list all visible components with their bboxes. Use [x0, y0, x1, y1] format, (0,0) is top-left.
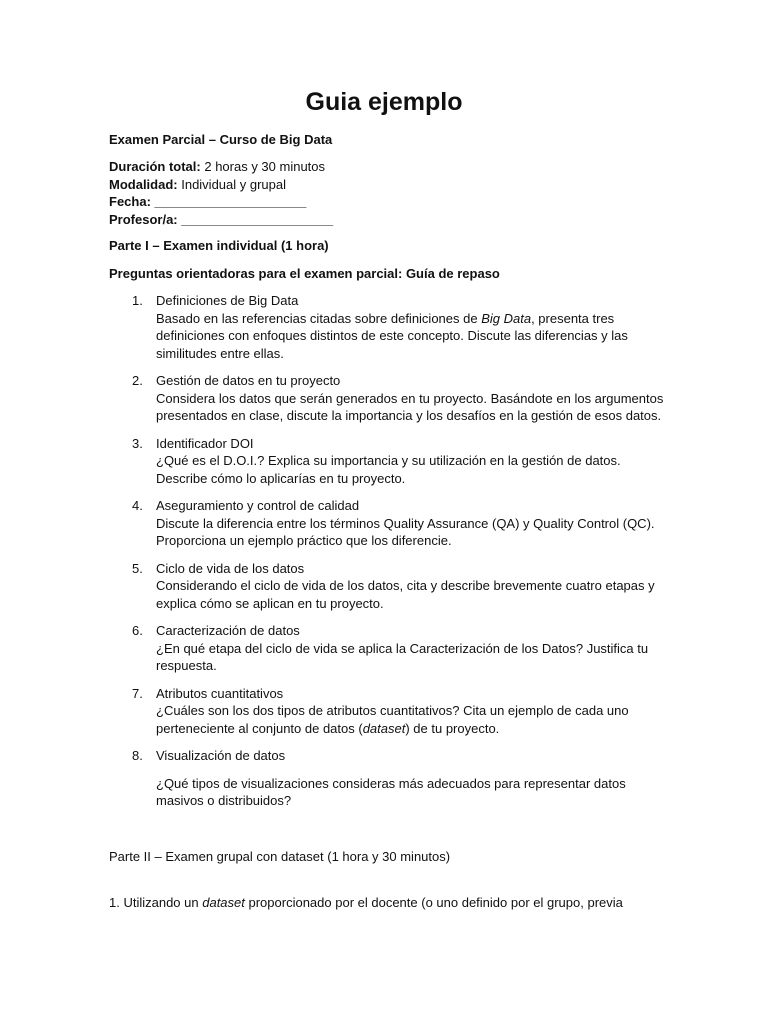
question-title: Ciclo de vida de los datos: [156, 560, 305, 576]
part2-heading: Parte II – Examen grupal con dataset (1 hora y 30 minutos): [109, 849, 451, 864]
question-title: Aseguramiento y control de calidad: [156, 498, 360, 513]
part2-item-emphasis: dataset: [202, 895, 245, 910]
question-number: 5.: [132, 560, 143, 576]
question-body-text: ¿Cuáles son los dos tipos de atributos cuantitativos? Cita un ejemplo de cada uno perteneciente al conjunto de datos (: [156, 703, 629, 736]
question-body: ¿En qué etapa del ciclo de vida se aplica la Caracterización de los Datos? Justifica tu respuesta.: [156, 640, 649, 673]
question-body: [156, 310, 669, 363]
question-item-6: [109, 622, 669, 675]
meta-date-value: _____________________: [150, 194, 307, 209]
question-number: 8.: [132, 748, 143, 763]
meta-date-label: Fecha:: [109, 194, 151, 209]
part2-item-text-end: proporcionado por el docente (o uno definido por el grupo, previa: [244, 895, 623, 910]
question-body: [156, 702, 669, 737]
question-item-5: [109, 560, 669, 613]
question-spacer: [156, 765, 669, 775]
question-number: 4.: [132, 498, 143, 513]
part1-heading: Parte I – Examen individual (1 hora): [109, 238, 329, 253]
meta-duration: [109, 158, 325, 175]
question-item-2: [109, 372, 669, 425]
meta-professor-label: Profesor/a:: [109, 211, 178, 227]
meta-professor-value: _____________________: [177, 211, 334, 227]
meta-modality: [109, 176, 286, 193]
meta-professor: [109, 211, 333, 228]
question-number: 3.: [132, 435, 143, 451]
question-body: ¿Qué tipos de visualizaciones consideras más adecuados para representar datos masivos o distribuidos?: [156, 775, 626, 808]
question-body: Considerando el ciclo de vida de los datos, cita y describe brevemente cuatro etapas y explica cómo se aplican en tu proyecto.: [156, 578, 655, 611]
question-body: Considera los datos que serán generados en tu proyecto. Basándote en los argumentos presentados en clase, discute la importancia y los desafíos en la gestión de esos datos.: [156, 390, 664, 423]
meta-duration-value: 2 horas y 30 minutos: [200, 159, 326, 174]
question-title: Atributos cuantitativos: [156, 685, 284, 701]
question-body: ¿Qué es el D.O.I.? Explica su importancia y su utilización en la gestión de datos. Describe cómo lo aplicarías en tu proyecto.: [156, 453, 621, 486]
question-title: Caracterización de datos: [156, 623, 300, 638]
question-body: Discute la diferencia entre los términos Quality Assurance (QA) y Quality Control (QC). Proporciona un ejemplo práctico que los diferencie.: [156, 515, 655, 548]
question-number: 6.: [132, 623, 143, 638]
question-item-3: [109, 435, 669, 488]
question-body-emphasis: Big Data: [481, 310, 532, 326]
question-body-emphasis: dataset: [362, 720, 406, 736]
question-title: Gestión de datos en tu proyecto: [156, 373, 341, 388]
question-body-text-end: ) de tu proyecto.: [405, 720, 500, 736]
question-title: Identificador DOI: [156, 435, 254, 451]
question-body-text-end: , presenta tres definiciones con enfoques distintos de este concepto. Discute las diferencias y las similitudes entre ellas.: [156, 310, 628, 361]
meta-modality-value: Individual y grupal: [177, 176, 287, 192]
question-title: Definiciones de Big Data: [156, 293, 299, 308]
question-title: Visualización de datos: [156, 748, 286, 763]
question-item-8: [109, 747, 669, 810]
meta-date: [109, 193, 306, 210]
questions-list: [109, 292, 669, 810]
guide-heading: Preguntas orientadoras para el examen parcial: Guía de repaso: [109, 266, 500, 281]
meta-modality-label: Modalidad:: [109, 176, 178, 192]
part2-item-1: [109, 894, 623, 911]
document-subtitle: Examen Parcial – Curso de Big Data: [109, 132, 333, 147]
question-item-1: [109, 292, 669, 362]
document-title: Guia ejemplo: [305, 88, 463, 116]
question-item-4: [109, 497, 669, 550]
question-body-text: Basado en las referencias citadas sobre definiciones de: [156, 310, 482, 326]
question-item-7: [109, 685, 669, 738]
question-number: 7.: [132, 685, 143, 701]
meta-duration-label: Duración total:: [109, 159, 201, 174]
part2-item-text: 1. Utilizando un: [109, 895, 203, 910]
question-number: 2.: [132, 373, 143, 388]
question-number: 1.: [132, 293, 143, 308]
